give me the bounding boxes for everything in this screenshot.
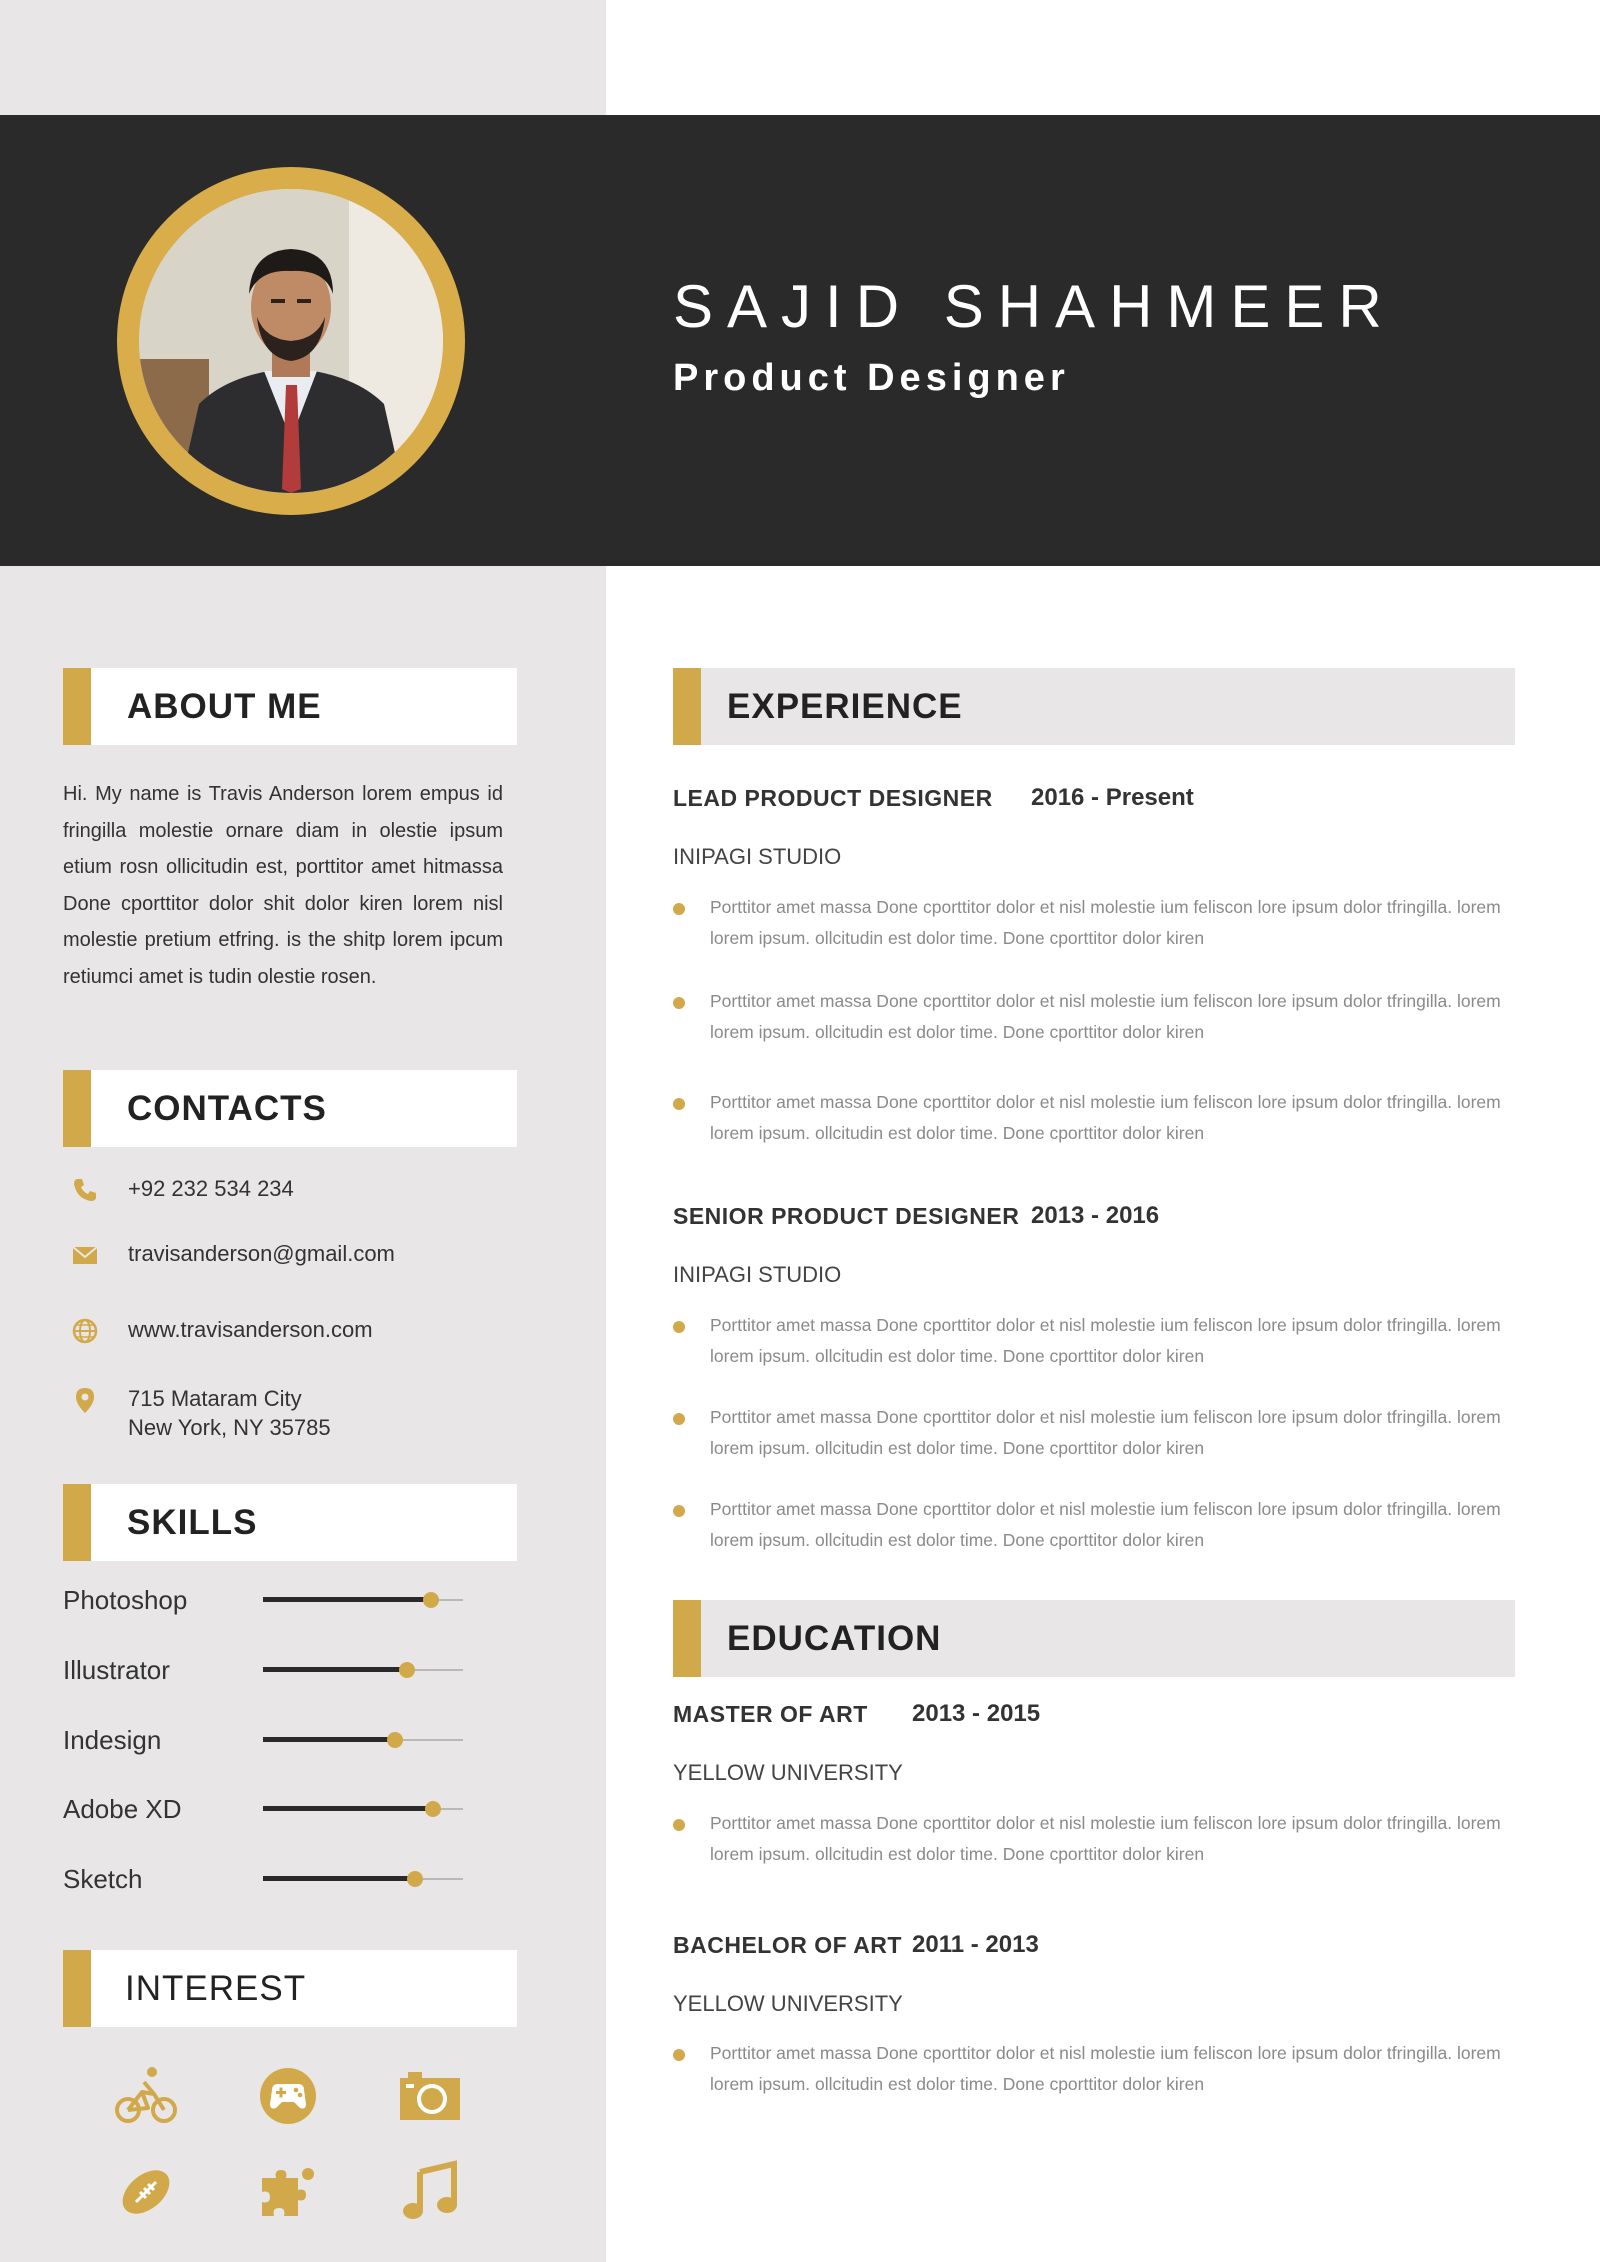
bullet-text: Porttitor amet massa Done cporttitor dolor et nisl molestie ium feliscon lore ipsum dolor tfringilla. lorem lorem ipsum. ollcitudin est dolor time. Done cporttitor dolor kiren [710,1813,1501,1864]
puzzle-icon [256,2160,320,2224]
bullet-dot [673,997,685,1009]
contact-address [63,1384,543,1444]
skill-level-fill [263,1667,407,1672]
interest-heading-box [63,1950,517,2027]
camera-icon [398,2064,462,2128]
contacts-heading-box [63,1070,517,1147]
job-company: INIPAGI STUDIO [673,1262,842,1287]
school-name: YELLOW UNIVERSITY [673,1760,903,1785]
skill-level-fill [263,1876,415,1881]
skill-level-fill [263,1737,395,1742]
bullet-text: Porttitor amet massa Done cporttitor dolor et nisl molestie ium feliscon lore ipsum dolor tfringilla. lorem lorem ipsum. ollcitudin est dolor time. Done cporttitor dolor kiren [710,991,1501,1042]
skill-track [263,1808,463,1810]
bullet-text: Porttitor amet massa Done cporttitor dolor et nisl molestie ium feliscon lore ipsum dolor tfringilla. lorem lorem ipsum. ollcitudin est dolor time. Done cporttitor dolor kiren [710,1407,1501,1458]
job-title: SENIOR PRODUCT DESIGNER [673,1203,1020,1229]
skill-name: Indesign [63,1725,162,1755]
accent-bar [63,1950,91,2027]
about-text: Hi. My name is Travis Anderson lorem empus id fringilla molestie ornare diam in olestie ipsum etium rosn ollicitudin est, porttitor amet hitmassa Done cporttitor dolor shit dolor kiren lorem nisl molestie pretium etfring. is the shitp lorem ipcum retiumci amet is tudin olestie rosen. [63,783,503,988]
skill-level-knob [407,1871,423,1887]
skills-heading-box [63,1484,517,1561]
contact-website [63,1315,543,1345]
music-icon [398,2160,462,2224]
contact-email [63,1239,543,1269]
skill-track [263,1669,463,1671]
skill-level-fill [263,1597,431,1602]
experience-heading-box [673,668,1515,745]
skill-level-fill [263,1806,433,1811]
bullet-dot [673,903,685,915]
skill-level-knob [425,1801,441,1817]
education-heading-box [673,1600,1515,1677]
education-heading: EDUCATION [727,1619,942,1658]
accent-bar [673,668,701,745]
accent-bar [63,668,91,745]
bullet-text: Porttitor amet massa Done cporttitor dolor et nisl molestie ium feliscon lore ipsum dolor tfringilla. lorem lorem ipsum. ollcitudin est dolor time. Done cporttitor dolor kiren [710,2043,1501,2094]
skill-name: Adobe XD [63,1794,182,1824]
bullet-text: Porttitor amet massa Done cporttitor dolor et nisl molestie ium feliscon lore ipsum dolor tfringilla. lorem lorem ipsum. ollcitudin est dolor time. Done cporttitor dolor kiren [710,1315,1501,1366]
website-url[interactable]: www.travisanderson.com [128,1317,373,1342]
skill-track [263,1739,463,1741]
profile-photo-frame [117,167,465,515]
bullet-dot [673,1413,685,1425]
address-line-1: 715 Mataram City [128,1386,302,1411]
bullet-dot [673,1505,685,1517]
skill-track [263,1878,463,1880]
candidate-name: SAJID SHAHMEER [673,273,1396,340]
cycling-icon [114,2064,178,2128]
job-company: INIPAGI STUDIO [673,844,842,869]
bullet-text: Porttitor amet massa Done cporttitor dolor et nisl molestie ium feliscon lore ipsum dolor tfringilla. lorem lorem ipsum. ollcitudin est dolor time. Done cporttitor dolor kiren [710,1499,1501,1550]
location-pin-icon [71,1386,99,1414]
skill-row [63,1650,483,1690]
address-line-2: New York, NY 35785 [128,1415,331,1440]
skills-heading: SKILLS [127,1503,258,1542]
about-heading-box [63,668,517,745]
school-name: YELLOW UNIVERSITY [673,1991,903,2016]
phone-icon [71,1176,99,1204]
bullet-dot [673,1098,685,1110]
bullet-dot [673,2049,685,2061]
skill-row [63,1789,483,1829]
skill-name: Sketch [63,1864,143,1894]
profile-photo [139,189,443,493]
skill-name: Illustrator [63,1655,170,1685]
accent-bar [673,1600,701,1677]
phone-number[interactable]: +92 232 534 234 [128,1176,294,1201]
contact-phone [63,1174,543,1204]
candidate-role: Product Designer [673,357,1070,399]
accent-bar [63,1484,91,1561]
skill-name: Photoshop [63,1585,188,1615]
job-title: LEAD PRODUCT DESIGNER [673,785,993,811]
degree-dates: 2011 - 2013 [912,1931,1039,1958]
degree-title: MASTER OF ART [673,1701,868,1727]
email-address[interactable]: travisanderson@gmail.com [128,1241,395,1266]
interest-heading: INTEREST [125,1969,307,2008]
football-icon [114,2160,178,2224]
skill-row [63,1720,483,1760]
bullet-dot [673,1321,685,1333]
experience-heading: EXPERIENCE [727,687,963,726]
skill-level-knob [423,1592,439,1608]
skill-row [63,1859,483,1899]
about-heading: ABOUT ME [127,687,322,726]
contacts-heading: CONTACTS [127,1089,327,1128]
skill-level-knob [387,1732,403,1748]
bullet-dot [673,1819,685,1831]
bullet-text: Porttitor amet massa Done cporttitor dolor et nisl molestie ium feliscon lore ipsum dolor tfringilla. lorem lorem ipsum. ollcitudin est dolor time. Done cporttitor dolor kiren [710,897,1501,948]
skill-row [63,1580,483,1620]
globe-icon [71,1317,99,1345]
job-dates: 2013 - 2016 [1031,1202,1160,1229]
bullet-text: Porttitor amet massa Done cporttitor dolor et nisl molestie ium feliscon lore ipsum dolor tfringilla. lorem lorem ipsum. ollcitudin est dolor time. Done cporttitor dolor kiren [710,1092,1501,1143]
job-dates: 2016 - Present [1031,784,1194,811]
skill-track [263,1599,463,1601]
degree-title: BACHELOR OF ART [673,1932,902,1958]
degree-dates: 2013 - 2015 [912,1700,1041,1727]
mail-icon [71,1241,99,1269]
gamepad-icon [256,2064,320,2128]
skill-level-knob [399,1662,415,1678]
accent-bar [63,1070,91,1147]
